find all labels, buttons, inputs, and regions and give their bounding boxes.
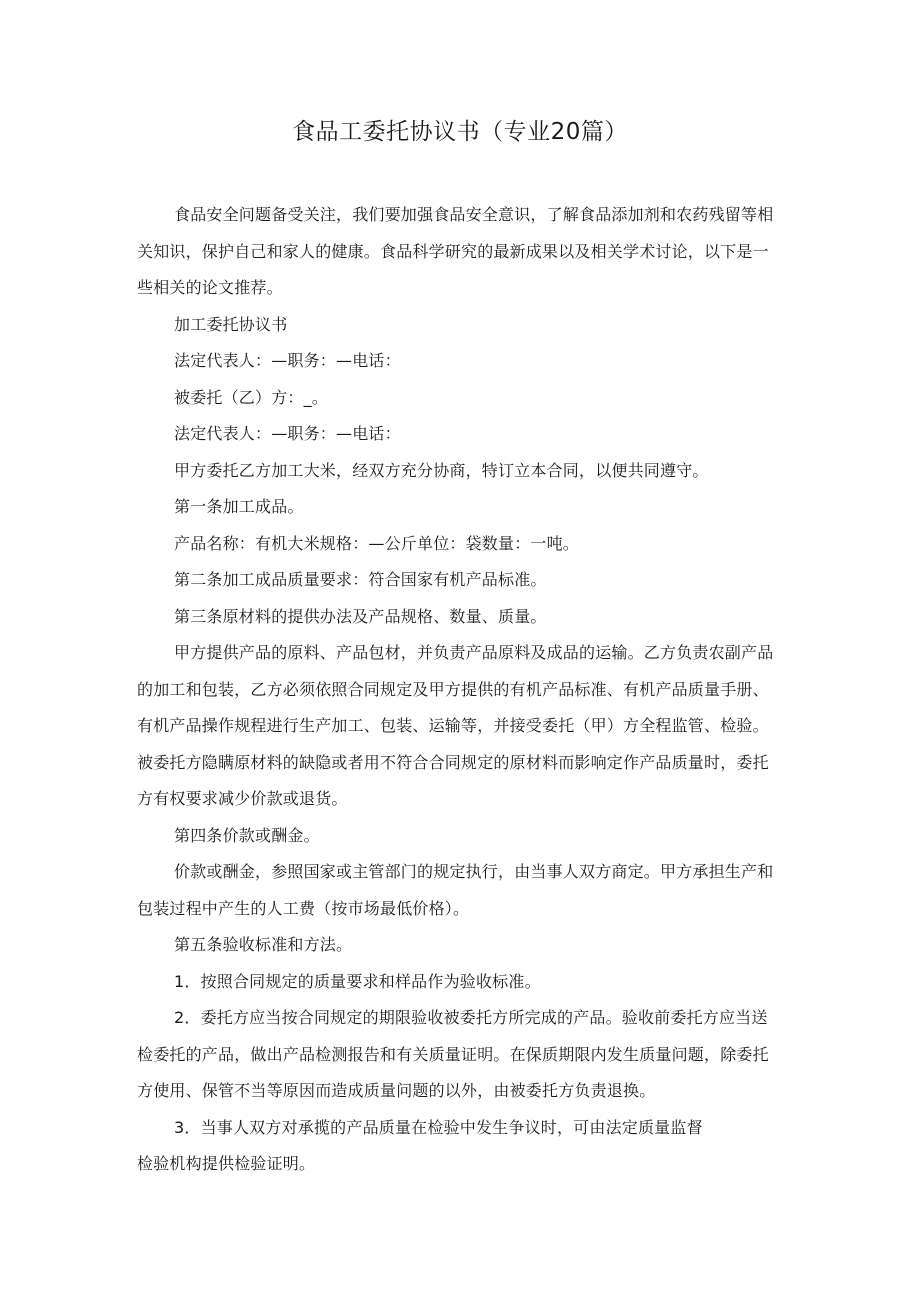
party-a-representative: 法定代表人：—职务：—电话： (174, 351, 401, 370)
intro-paragraph: 食品安全问题备受关注，我们要加强食品安全意识，了解食品添加剂和农药残留等相关知识，保护自己和家人的健康。食品科学研究的最新成果以及相关学术讨论，以下是一些相关的论文推荐。 (137, 205, 774, 297)
article-4-paragraph: 价款或酬金，参照国家或主管部门的规定执行，由当事人双方商定。甲方承担生产和包装过程中产生的人工费（按市场最低价格）。 (137, 862, 774, 918)
article-5-item-1: 1．按照合同规定的质量要求和样品作为验收标准。 (174, 971, 541, 991)
party-b-line: 被委托（乙）方：_。 (174, 387, 329, 407)
article-3-paragraph: 甲方提供产品的原料、产品包材，并负责产品原料及成品的运输。乙方负责农副产品的加工和包装，乙方必须依照合同规定及甲方提供的有机产品标准、有机产品质量手册、有机产品操作规程进行生产加工、包装、运输等，并接受委托（甲）方全程监管、检验。被委托方隐瞒原材料的缺隐或者用不符合合同规定的原材料而影响定作产品质量时，委托方有权要求减少价款或退货。 (137, 643, 774, 808)
product-spec-line: 产品名称：有机大米规格：—公斤单位：袋数量：一吨。 (174, 533, 580, 553)
article-4-heading: 第四条价款或酬金。 (174, 825, 320, 845)
agreement-heading: 加工委托协议书 (174, 314, 288, 334)
party-b-representative: 法定代表人：—职务：—电话： (174, 424, 401, 443)
article-5-item-3: 3．当事人双方对承揽的产品质量在检验中发生争议时，可由法定质量监督 (174, 1117, 703, 1137)
article-5-heading: 第五条验收标准和方法。 (174, 935, 353, 954)
document-body (137, 197, 777, 1183)
article-5-item-3-continued: 检验机构提供检验证明。 (137, 1154, 316, 1173)
agreement-preamble: 甲方委托乙方加工大米，经双方充分协商，特订立本合同，以便共同遵守。 (174, 460, 709, 480)
article-1-heading: 第一条加工成品。 (174, 497, 304, 516)
document-title: 食品工委托协议书（专业20篇） (292, 119, 628, 145)
article-3-heading: 第三条原材料的提供办法及产品规格、数量、质量。 (174, 606, 547, 626)
article-5-item-2: 2．委托方应当按合同规定的期限验收被委托方所完成的产品。验收前委托方应当送检委托的产品，做出产品检测报告和有关质量证明。在保质期限内发生质量问题，除委托方使用、保管不当等原因而造成质量问题的以外，由被委托方负责退换。 (137, 1008, 769, 1100)
article-2-line: 第二条加工成品质量要求：符合国家有机产品标准。 (174, 570, 547, 589)
